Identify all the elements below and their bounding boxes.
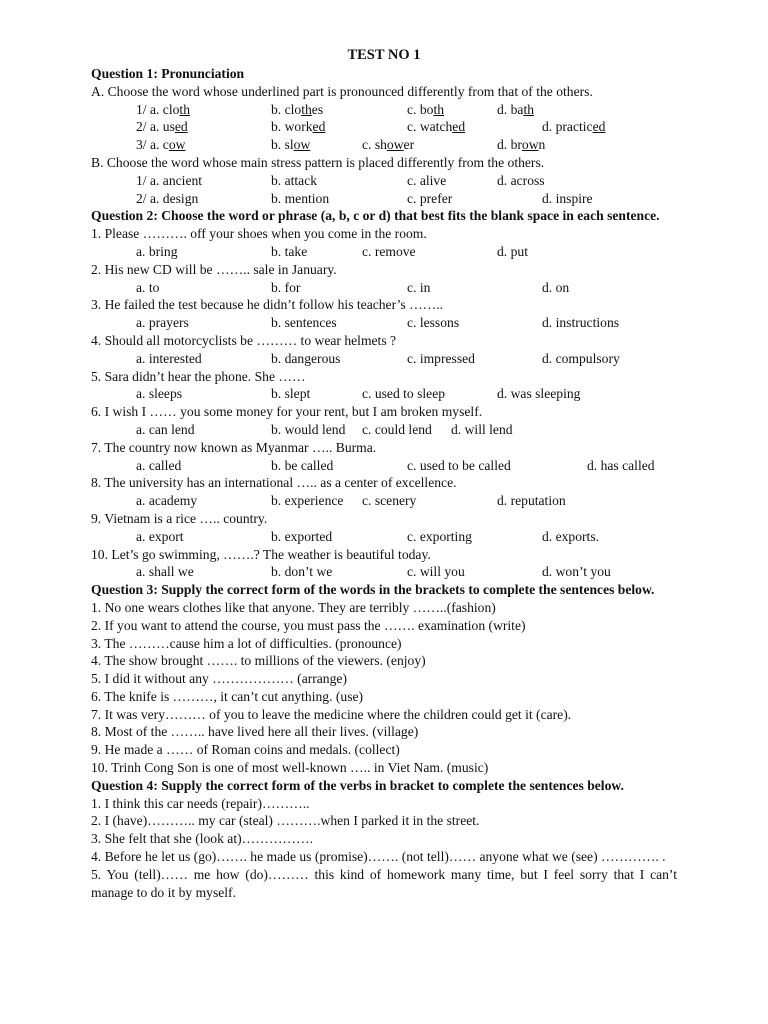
q2-question-4: 4. Should all motorcyclists be ……… to wear helmets ? xyxy=(91,332,397,348)
option-d: d. bath xyxy=(497,101,535,117)
option-c: c. used to be called xyxy=(407,457,511,473)
option-b: b. dangerous xyxy=(271,350,341,366)
q2-options-4 xyxy=(91,350,677,368)
q2-options-1 xyxy=(91,243,677,261)
option-d: d. exports. xyxy=(542,528,600,544)
option-a: a. can lend xyxy=(136,421,195,437)
option-d: d. on xyxy=(542,279,570,295)
option-a: 2/ a. used xyxy=(136,119,188,135)
option-d: d. compulsory xyxy=(542,350,620,366)
q2-question-6: 6. I wish I …… you some money for your rent, but I am broken myself. xyxy=(91,404,483,420)
option-c: c. lessons xyxy=(407,315,460,331)
option-c: c. used to sleep xyxy=(362,386,446,402)
option-a: 3/ a. cow xyxy=(136,137,186,153)
option-b: b. would lend xyxy=(271,421,346,437)
test-content xyxy=(91,65,677,901)
q2-question-1: 1. Please ………. off your shoes when you come in the room. xyxy=(91,226,427,242)
option-d: d. brown xyxy=(497,137,546,153)
q3-item-2: 2. If you want to attend the course, you must pass the ……. examination (write) xyxy=(91,617,526,633)
option-a: a. academy xyxy=(136,493,198,509)
option-b: b. mention xyxy=(271,190,330,206)
q3-item-3: 3. The ………cause him a lot of difficulties. (pronounce) xyxy=(91,635,402,651)
q2-question-5: 5. Sara didn’t hear the phone. She …… xyxy=(91,368,306,384)
q1-a-item-3 xyxy=(91,136,677,154)
option-c: c. will you xyxy=(407,564,465,580)
option-d: d. put xyxy=(497,243,528,259)
option-a: 2/ a. design xyxy=(136,190,199,206)
option-d: d. was sleeping xyxy=(497,386,581,402)
q3-item-1: 1. No one wears clothes like that anyone. They are terribly ……..(fashion) xyxy=(91,599,496,615)
option-b: b. slept xyxy=(271,386,311,402)
option-a: a. bring xyxy=(136,243,178,259)
option-a: a. shall we xyxy=(136,564,194,580)
q3-item-6: 6. The knife is ………, it can’t cut anything. (use) xyxy=(91,688,364,704)
option-a: a. sleeps xyxy=(136,386,183,402)
q2-question-9: 9. Vietnam is a rice ….. country. xyxy=(91,510,268,526)
q1-b-item-2 xyxy=(91,190,677,208)
option-a: a. to xyxy=(136,279,160,295)
q2-options-6 xyxy=(91,421,677,439)
option-c: c. in xyxy=(407,279,431,295)
q3-item-7: 7. It was very……… of you to leave the medicine where the children could get it (care). xyxy=(91,706,572,722)
q2-options-5 xyxy=(91,385,677,403)
q2-question-3: 3. He failed the test because he didn’t follow his teacher’s …….. xyxy=(91,297,444,313)
option-b: b. slow xyxy=(271,137,311,153)
option-d: d. practiced xyxy=(542,119,606,135)
q1-b-item-1 xyxy=(91,172,677,190)
option-c: c. prefer xyxy=(407,190,453,206)
option-a: a. called xyxy=(136,457,182,473)
option-b: b. for xyxy=(271,279,301,295)
option-d: d. will lend xyxy=(451,421,513,437)
option-d: d. instructions xyxy=(542,315,620,331)
option-b: b. experience xyxy=(271,493,344,509)
q2-heading: Question 2: Choose the word or phrase (a, b, c or d) that best fits the blank space in each sentence. xyxy=(91,208,660,224)
option-b: b. take xyxy=(271,243,308,259)
q3-heading: Question 3: Supply the correct form of the words in the brackets to complete the sentences below. xyxy=(91,582,655,598)
option-d: d. won’t you xyxy=(542,564,611,580)
q3-item-8: 8. Most of the …….. have lived here all their lives. (village) xyxy=(91,724,419,740)
option-d: d. reputation xyxy=(497,493,566,509)
q2-question-8: 8. The university has an international ….. as a center of excellence. xyxy=(91,475,457,491)
q1-a-item-1 xyxy=(91,101,677,119)
q3-item-9: 9. He made a …… of Roman coins and medals. (collect) xyxy=(91,742,400,758)
option-c: c. exporting xyxy=(407,528,472,544)
q2-question-7: 7. The country now known as Myanmar ….. Burma. xyxy=(91,439,377,455)
option-a: a. prayers xyxy=(136,315,189,331)
option-c: c. impressed xyxy=(407,350,475,366)
option-c: c. watched xyxy=(407,119,466,135)
option-a: a. export xyxy=(136,528,184,544)
q1-b-instruction: B. Choose the word whose main stress pattern is placed differently from the others. xyxy=(91,154,545,170)
option-b: b. be called xyxy=(271,457,334,473)
option-c: c. remove xyxy=(362,243,416,259)
option-b: b. don’t we xyxy=(271,564,333,580)
option-a: 1/ a. ancient xyxy=(136,172,203,188)
q4-item-1: 1. I think this car needs (repair)……….. xyxy=(91,795,310,811)
q3-item-4: 4. The show brought ……. to millions of the viewers. (enjoy) xyxy=(91,653,426,669)
q2-options-8 xyxy=(91,492,677,510)
q3-item-5: 5. I did it without any ……………… (arrange) xyxy=(91,671,347,687)
option-d: d. has called xyxy=(587,457,655,473)
option-b: b. clothes xyxy=(271,101,324,117)
q1-a-instruction: A. Choose the word whose underlined part is pronounced differently from that of the others. xyxy=(91,83,593,99)
option-d: d. inspire xyxy=(542,190,593,206)
q4-item-2: 2. I (have)……….. my car (steal) ……….when I parked it in the street. xyxy=(91,813,480,829)
option-c: c. could lend xyxy=(362,421,432,437)
option-d: d. across xyxy=(497,172,545,188)
q1-heading: Question 1: Pronunciation xyxy=(91,66,245,81)
option-c: c. both xyxy=(407,101,445,117)
q1-a-item-2 xyxy=(91,118,677,136)
q2-options-7 xyxy=(91,457,677,475)
option-b: b. sentences xyxy=(271,315,337,331)
option-c: c. scenery xyxy=(362,493,417,509)
q2-options-10 xyxy=(91,563,677,581)
q2-question-10: 10. Let’s go swimming, …….? The weather is beautiful today. xyxy=(91,546,431,562)
option-c: c. alive xyxy=(407,172,447,188)
q3-item-10: 10. Trinh Cong Son is one of most well-known ….. in Viet Nam. (music) xyxy=(91,760,489,776)
q4-item-4: 4. Before he let us (go)……. he made us (promise)……. (not tell)…… anyone what we (see) …………. . xyxy=(91,849,666,865)
q2-options-2 xyxy=(91,279,677,297)
page-title: TEST NO 1 xyxy=(347,47,421,63)
q2-options-9 xyxy=(91,528,677,546)
option-b: b. attack xyxy=(271,172,318,188)
q2-options-3 xyxy=(91,314,677,332)
q4-item-3: 3. She felt that she (look at)……………. xyxy=(91,831,313,847)
q4-item-5: 5. You (tell)…… me how (do)……… this kind of homework many time, but I feel sorry that I can’t manage to do it by myself. xyxy=(91,866,677,900)
q2-question-2: 2. His new CD will be …….. sale in January. xyxy=(91,261,337,277)
option-c: c. shower xyxy=(362,137,415,153)
option-b: b. worked xyxy=(271,119,326,135)
option-a: 1/ a. cloth xyxy=(136,101,190,117)
option-b: b. exported xyxy=(271,528,333,544)
q4-heading: Question 4: Supply the correct form of the verbs in bracket to complete the sentences below. xyxy=(91,777,624,793)
option-a: a. interested xyxy=(136,350,202,366)
